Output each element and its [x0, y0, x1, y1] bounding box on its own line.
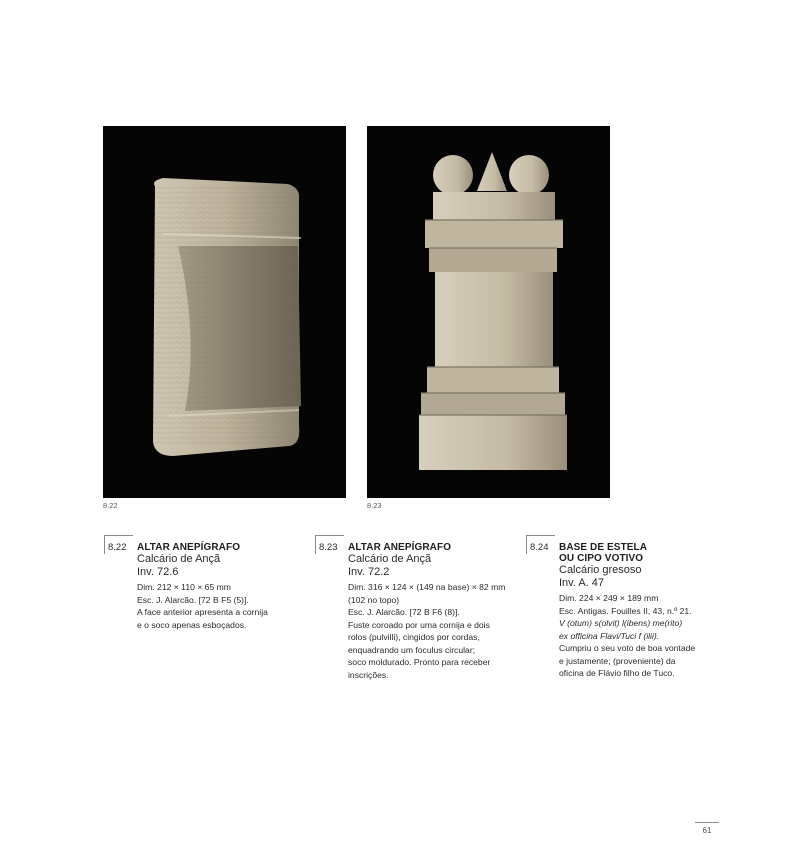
entry-title-line-2: OU CIPO VOTIVO	[559, 553, 644, 564]
entry-detail-line: Esc. J. Alarcão. [72 B F6 (8)].	[348, 607, 460, 617]
photo-altar-8-22	[103, 126, 346, 498]
entry-detail-line: Dim. 212 × 110 × 65 mm	[137, 582, 231, 592]
entry-detail-line: V (otum) s(olvit) l(ibens) me(rito)	[559, 618, 683, 628]
photo-caption: 8.23	[367, 501, 382, 510]
entry-detail-line: rolos (pulvilli), cingidos por cordas,	[348, 632, 480, 642]
entry-detail-line: Esc. J. Alarcão. [72 B F5 (5)].	[137, 594, 249, 605]
entry-inventory: Inv. A. 47	[559, 577, 605, 589]
entry-number: 8.24	[530, 542, 549, 553]
photo-caption: 8.22	[103, 501, 118, 510]
entry-number: 8.23	[319, 542, 338, 553]
entry-detail-line: Dim. 316 × 124 × (149 na base) × 82 mm	[348, 582, 506, 592]
entry-detail-line: e o soco apenas esboçados.	[137, 619, 247, 630]
entry-detail-line: Esc. Antigas. Fouilles II, 43, n.º 21.	[559, 605, 692, 616]
entry-material: Calcário de Ançã	[137, 553, 221, 565]
entry-title: ALTAR ANEPÍGRAFO	[137, 542, 241, 553]
entry-material: Calcário gresoso	[559, 564, 642, 576]
entry-number: 8.22	[108, 542, 127, 553]
entry-inventory: Inv. 72.2	[348, 566, 390, 578]
entry-detail-line: enquadrando um foculus circular;	[348, 644, 476, 655]
entry-inventory: Inv. 72.6	[137, 566, 179, 578]
entry-detail-line: e justamente; (proveniente) da	[559, 655, 676, 666]
entry-detail-line: oficina de Flávio filho de Tuco.	[559, 668, 675, 678]
entry-detail-line: soco moldurado. Pronto para receber	[348, 657, 491, 667]
entry-title: ALTAR ANEPÍGRAFO	[348, 542, 452, 553]
entry-detail-line: A face anterior apresenta a cornija	[137, 607, 268, 617]
altar-8-23-image	[367, 126, 610, 498]
entry-detail-line: ex officina Flavi/Tuci f (ilii).	[559, 630, 660, 641]
entry-material: Calcário de Ançã	[348, 553, 432, 565]
entry-detail-line: Dim. 224 × 249 × 189 mm	[559, 593, 659, 603]
entry-detail-line: Fuste coroado por uma cornija e dois	[348, 619, 490, 630]
photo-altar-8-23	[367, 126, 610, 498]
entry-detail-line: Cumpriu o seu voto de boa vontade	[559, 643, 696, 653]
entry-detail-line: inscrições.	[348, 669, 389, 680]
entry-title: BASE DE ESTELA	[559, 542, 648, 553]
altar-8-22-image	[103, 126, 346, 498]
entry-detail-line: (102 no topo)	[348, 594, 400, 605]
page-number: 61	[695, 822, 719, 835]
